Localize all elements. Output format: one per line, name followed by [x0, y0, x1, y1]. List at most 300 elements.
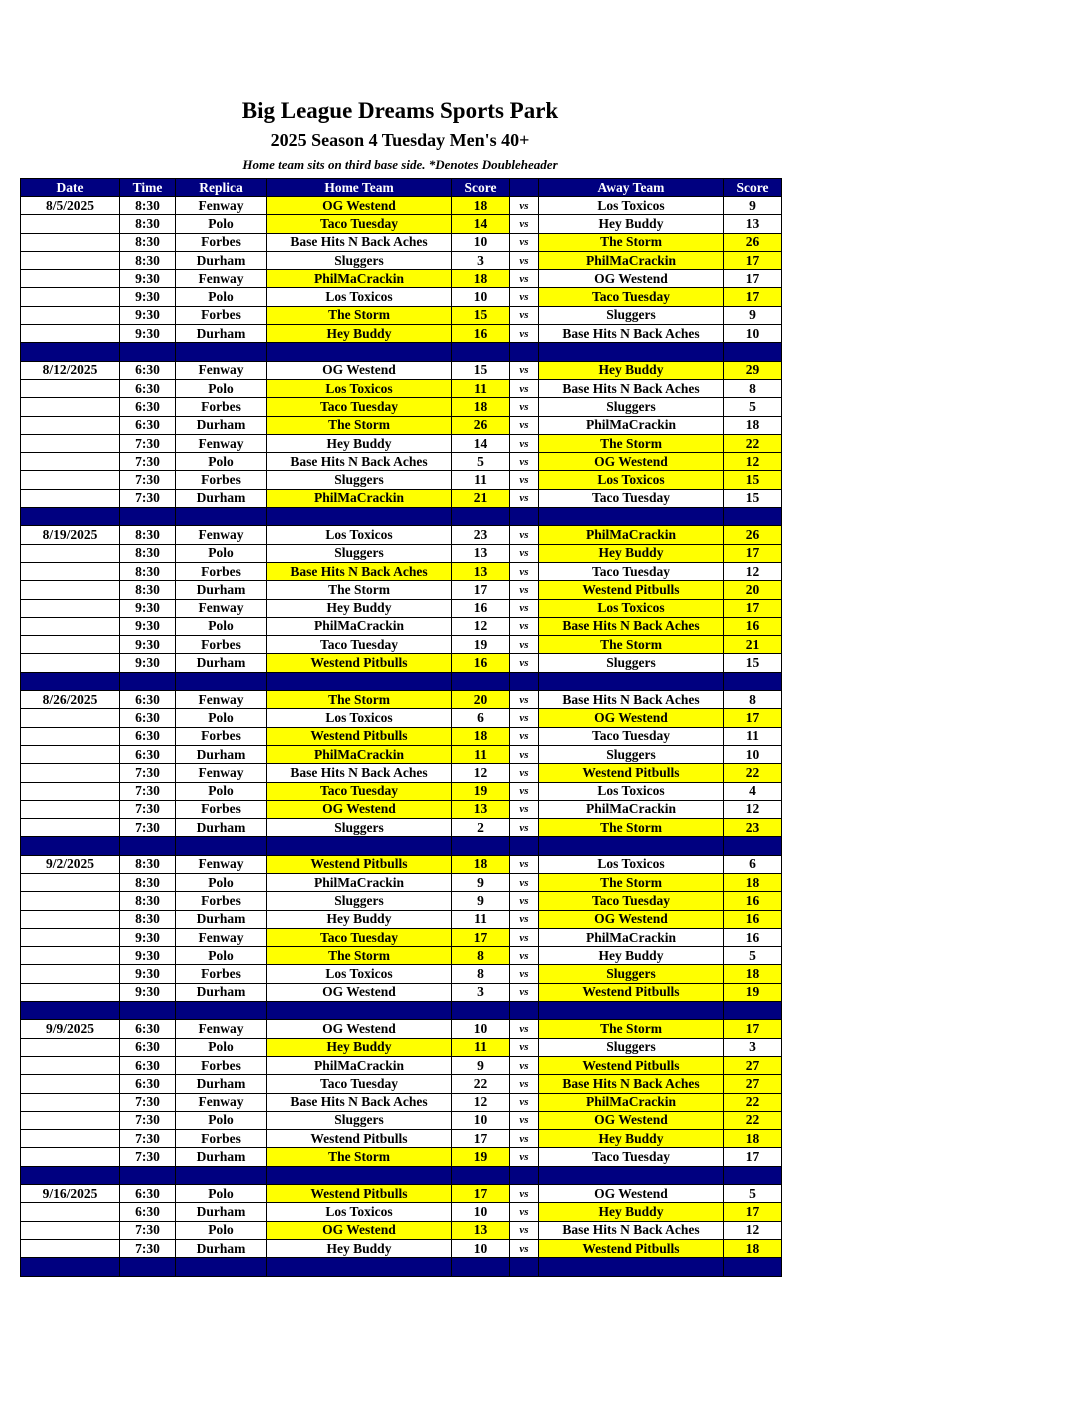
separator-cell [120, 672, 176, 690]
away-team: OG Westend [539, 709, 724, 727]
game-field: Durham [176, 251, 267, 269]
home-team: Hey Buddy [267, 1239, 452, 1257]
away-team: Base Hits N Back Aches [539, 617, 724, 635]
separator-cell [176, 1002, 267, 1020]
away-team: The Storm [539, 873, 724, 891]
page-subtitle: 2025 Season 4 Tuesday Men's 40+ [270, 130, 530, 150]
away-score: 27 [724, 1075, 782, 1093]
home-score: 10 [452, 1239, 510, 1257]
home-score: 2 [452, 819, 510, 837]
separator-cell [120, 343, 176, 361]
home-score: 14 [452, 215, 510, 233]
vs-label: vs [510, 361, 539, 379]
vs-label: vs [510, 1075, 539, 1093]
game-date [21, 416, 120, 434]
away-score: 18 [724, 1239, 782, 1257]
away-score: 22 [724, 434, 782, 452]
separator-cell [510, 508, 539, 526]
home-team: PhilMaCrackin [267, 1056, 452, 1074]
vs-label: vs [510, 709, 539, 727]
away-score: 22 [724, 1111, 782, 1129]
separator-cell [267, 837, 452, 855]
home-score: 9 [452, 892, 510, 910]
game-field: Polo [176, 1221, 267, 1239]
game-time: 8:30 [120, 910, 176, 928]
separator-cell [452, 672, 510, 690]
page-title: Big League Dreams Sports Park [241, 98, 559, 123]
away-team: Westend Pitbulls [539, 1239, 724, 1257]
away-team: The Storm [539, 1020, 724, 1038]
separator-cell [510, 1166, 539, 1184]
home-team: Westend Pitbulls [267, 727, 452, 745]
game-date: 9/16/2025 [21, 1185, 120, 1203]
away-team: Base Hits N Back Aches [539, 691, 724, 709]
game-time: 9:30 [120, 270, 176, 288]
game-field: Durham [176, 1148, 267, 1166]
separator-cell [724, 1258, 782, 1276]
home-score: 11 [452, 1038, 510, 1056]
table-row [21, 654, 782, 672]
away-score: 29 [724, 361, 782, 379]
home-team: Taco Tuesday [267, 928, 452, 946]
vs-label: vs [510, 270, 539, 288]
away-score: 12 [724, 453, 782, 471]
home-team: Hey Buddy [267, 1038, 452, 1056]
away-team: Sluggers [539, 306, 724, 324]
game-time: 7:30 [120, 1221, 176, 1239]
away-score: 19 [724, 983, 782, 1001]
game-field: Durham [176, 745, 267, 763]
away-team: Hey Buddy [539, 1130, 724, 1148]
separator-cell [539, 837, 724, 855]
home-team: Taco Tuesday [267, 782, 452, 800]
table-row [21, 1038, 782, 1056]
vs-label: vs [510, 1111, 539, 1129]
game-field: Polo [176, 873, 267, 891]
separator-cell [510, 1258, 539, 1276]
home-score: 12 [452, 1093, 510, 1111]
game-field: Forbes [176, 636, 267, 654]
table-row [21, 910, 782, 928]
away-team: Taco Tuesday [539, 489, 724, 507]
game-field: Durham [176, 325, 267, 343]
table-row [21, 215, 782, 233]
game-field: Polo [176, 544, 267, 562]
away-score: 3 [724, 1038, 782, 1056]
home-score: 16 [452, 599, 510, 617]
game-time: 9:30 [120, 636, 176, 654]
table-row [21, 1056, 782, 1074]
home-score: 17 [452, 928, 510, 946]
game-time: 7:30 [120, 471, 176, 489]
table-row [21, 416, 782, 434]
away-score: 16 [724, 617, 782, 635]
table-row [21, 1203, 782, 1221]
away-team: Hey Buddy [539, 215, 724, 233]
away-team: Hey Buddy [539, 947, 724, 965]
home-team: Sluggers [267, 544, 452, 562]
game-field: Durham [176, 489, 267, 507]
game-field: Forbes [176, 727, 267, 745]
home-score: 9 [452, 1056, 510, 1074]
game-date [21, 1130, 120, 1148]
schedule-table [20, 178, 782, 1277]
table-row [21, 361, 782, 379]
away-score: 8 [724, 691, 782, 709]
away-score: 16 [724, 910, 782, 928]
separator-cell [267, 1166, 452, 1184]
game-date [21, 251, 120, 269]
table-row [21, 727, 782, 745]
game-date [21, 928, 120, 946]
away-score: 12 [724, 1221, 782, 1239]
vs-label: vs [510, 983, 539, 1001]
game-date: 9/9/2025 [21, 1020, 120, 1038]
separator-cell [539, 508, 724, 526]
away-team: Westend Pitbulls [539, 764, 724, 782]
game-field: Fenway [176, 526, 267, 544]
vs-label: vs [510, 471, 539, 489]
vs-label: vs [510, 965, 539, 983]
away-team: OG Westend [539, 1185, 724, 1203]
home-team: Sluggers [267, 251, 452, 269]
away-team: Base Hits N Back Aches [539, 379, 724, 397]
week-separator-row [21, 1002, 782, 1020]
vs-label: vs [510, 379, 539, 397]
home-score: 17 [452, 581, 510, 599]
table-row [21, 873, 782, 891]
away-score: 10 [724, 325, 782, 343]
away-score: 23 [724, 819, 782, 837]
game-date [21, 745, 120, 763]
game-field: Polo [176, 709, 267, 727]
game-date: 8/19/2025 [21, 526, 120, 544]
table-row [21, 1111, 782, 1129]
away-team: Taco Tuesday [539, 1148, 724, 1166]
table-row [21, 434, 782, 452]
home-team: Westend Pitbulls [267, 1185, 452, 1203]
vs-label: vs [510, 636, 539, 654]
game-field: Durham [176, 581, 267, 599]
game-field: Forbes [176, 471, 267, 489]
separator-cell [21, 1002, 120, 1020]
game-field: Fenway [176, 197, 267, 215]
game-time: 7:30 [120, 1239, 176, 1257]
vs-label: vs [510, 727, 539, 745]
game-field: Durham [176, 654, 267, 672]
game-time: 7:30 [120, 782, 176, 800]
game-field: Fenway [176, 1093, 267, 1111]
separator-cell [452, 343, 510, 361]
game-field: Durham [176, 1239, 267, 1257]
away-score: 4 [724, 782, 782, 800]
away-team: Sluggers [539, 965, 724, 983]
home-team: Los Toxicos [267, 379, 452, 397]
game-date [21, 709, 120, 727]
game-time: 8:30 [120, 581, 176, 599]
game-field: Forbes [176, 562, 267, 580]
home-team: Sluggers [267, 819, 452, 837]
separator-cell [120, 1166, 176, 1184]
home-score: 3 [452, 251, 510, 269]
header-vs [510, 179, 539, 197]
separator-cell [539, 1258, 724, 1276]
separator-cell [176, 508, 267, 526]
schedule-body [21, 197, 782, 1277]
game-date [21, 270, 120, 288]
away-score: 9 [724, 197, 782, 215]
away-score: 10 [724, 745, 782, 763]
game-date [21, 873, 120, 891]
week-separator-row [21, 508, 782, 526]
home-score: 18 [452, 197, 510, 215]
vs-label: vs [510, 1130, 539, 1148]
game-date [21, 1038, 120, 1056]
separator-cell [120, 508, 176, 526]
week-separator-row [21, 1258, 782, 1276]
game-field: Forbes [176, 233, 267, 251]
away-score: 17 [724, 1203, 782, 1221]
game-time: 7:30 [120, 800, 176, 818]
home-score: 16 [452, 654, 510, 672]
game-time: 9:30 [120, 288, 176, 306]
away-score: 9 [724, 306, 782, 324]
vs-label: vs [510, 782, 539, 800]
table-row [21, 599, 782, 617]
separator-cell [120, 1258, 176, 1276]
game-time: 9:30 [120, 947, 176, 965]
table-row [21, 325, 782, 343]
game-time: 9:30 [120, 599, 176, 617]
separator-cell [510, 672, 539, 690]
vs-label: vs [510, 800, 539, 818]
game-date [21, 1093, 120, 1111]
game-field: Durham [176, 819, 267, 837]
separator-cell [176, 672, 267, 690]
game-date: 8/26/2025 [21, 691, 120, 709]
table-row [21, 782, 782, 800]
table-row [21, 453, 782, 471]
vs-label: vs [510, 1221, 539, 1239]
away-score: 22 [724, 1093, 782, 1111]
away-team: Sluggers [539, 654, 724, 672]
vs-label: vs [510, 562, 539, 580]
game-time: 8:30 [120, 892, 176, 910]
separator-cell [267, 343, 452, 361]
away-score: 22 [724, 764, 782, 782]
home-team: Hey Buddy [267, 599, 452, 617]
home-team: Hey Buddy [267, 325, 452, 343]
week-separator-row [21, 837, 782, 855]
game-time: 6:30 [120, 1075, 176, 1093]
game-field: Forbes [176, 800, 267, 818]
away-team: Taco Tuesday [539, 562, 724, 580]
away-team: Sluggers [539, 745, 724, 763]
home-score: 5 [452, 453, 510, 471]
game-date [21, 599, 120, 617]
vs-label: vs [510, 325, 539, 343]
away-score: 18 [724, 965, 782, 983]
away-score: 17 [724, 544, 782, 562]
vs-label: vs [510, 288, 539, 306]
game-date [21, 1056, 120, 1074]
home-score: 10 [452, 1020, 510, 1038]
game-time: 8:30 [120, 873, 176, 891]
home-score: 19 [452, 1148, 510, 1166]
away-team: Sluggers [539, 1038, 724, 1056]
away-score: 18 [724, 416, 782, 434]
game-time: 8:30 [120, 855, 176, 873]
table-header-row [21, 179, 782, 197]
game-date [21, 727, 120, 745]
table-row [21, 562, 782, 580]
game-field: Fenway [176, 361, 267, 379]
home-team: PhilMaCrackin [267, 270, 452, 288]
away-team: Base Hits N Back Aches [539, 325, 724, 343]
home-score: 10 [452, 1203, 510, 1221]
game-field: Durham [176, 1203, 267, 1221]
game-field: Fenway [176, 855, 267, 873]
game-field: Durham [176, 983, 267, 1001]
table-row [21, 1239, 782, 1257]
away-score: 6 [724, 855, 782, 873]
away-score: 12 [724, 800, 782, 818]
home-score: 17 [452, 1185, 510, 1203]
vs-label: vs [510, 398, 539, 416]
home-score: 10 [452, 288, 510, 306]
game-date [21, 398, 120, 416]
away-score: 26 [724, 233, 782, 251]
vs-label: vs [510, 1203, 539, 1221]
home-team: Base Hits N Back Aches [267, 453, 452, 471]
vs-label: vs [510, 819, 539, 837]
away-team: Base Hits N Back Aches [539, 1221, 724, 1239]
game-field: Fenway [176, 691, 267, 709]
game-time: 6:30 [120, 361, 176, 379]
separator-cell [510, 1002, 539, 1020]
game-time: 7:30 [120, 1111, 176, 1129]
game-date [21, 471, 120, 489]
header-date: Date [21, 179, 120, 197]
game-date [21, 1148, 120, 1166]
game-time: 6:30 [120, 745, 176, 763]
table-row [21, 270, 782, 288]
separator-cell [21, 508, 120, 526]
away-team: The Storm [539, 819, 724, 837]
game-time: 8:30 [120, 233, 176, 251]
game-field: Polo [176, 288, 267, 306]
game-date [21, 233, 120, 251]
game-field: Polo [176, 215, 267, 233]
game-date [21, 489, 120, 507]
home-team: The Storm [267, 581, 452, 599]
header-away-score: Score [724, 179, 782, 197]
game-time: 9:30 [120, 965, 176, 983]
game-time: 9:30 [120, 306, 176, 324]
vs-label: vs [510, 1239, 539, 1257]
away-score: 17 [724, 1020, 782, 1038]
header-away-team: Away Team [539, 179, 724, 197]
away-score: 5 [724, 947, 782, 965]
vs-label: vs [510, 251, 539, 269]
game-time: 6:30 [120, 691, 176, 709]
game-date [21, 617, 120, 635]
away-score: 5 [724, 1185, 782, 1203]
table-row [21, 892, 782, 910]
header-time: Time [120, 179, 176, 197]
game-date [21, 325, 120, 343]
game-date [21, 965, 120, 983]
home-team: Base Hits N Back Aches [267, 233, 452, 251]
home-team: Taco Tuesday [267, 215, 452, 233]
away-team: Los Toxicos [539, 471, 724, 489]
vs-label: vs [510, 215, 539, 233]
game-time: 7:30 [120, 453, 176, 471]
home-team: The Storm [267, 1148, 452, 1166]
game-time: 9:30 [120, 983, 176, 1001]
vs-label: vs [510, 855, 539, 873]
away-team: Los Toxicos [539, 782, 724, 800]
home-score: 19 [452, 636, 510, 654]
game-date [21, 1221, 120, 1239]
away-score: 17 [724, 251, 782, 269]
vs-label: vs [510, 947, 539, 965]
game-date [21, 800, 120, 818]
separator-cell [724, 837, 782, 855]
game-date [21, 983, 120, 1001]
vs-label: vs [510, 233, 539, 251]
game-field: Fenway [176, 599, 267, 617]
game-field: Durham [176, 910, 267, 928]
game-date [21, 581, 120, 599]
separator-cell [176, 1258, 267, 1276]
separator-cell [21, 343, 120, 361]
week-separator-row [21, 1166, 782, 1184]
vs-label: vs [510, 910, 539, 928]
vs-label: vs [510, 654, 539, 672]
away-team: The Storm [539, 233, 724, 251]
home-score: 19 [452, 782, 510, 800]
away-score: 18 [724, 1130, 782, 1148]
table-row [21, 471, 782, 489]
away-team: OG Westend [539, 910, 724, 928]
home-score: 8 [452, 965, 510, 983]
game-time: 6:30 [120, 1185, 176, 1203]
table-row [21, 379, 782, 397]
game-field: Polo [176, 617, 267, 635]
vs-label: vs [510, 928, 539, 946]
away-score: 21 [724, 636, 782, 654]
game-time: 6:30 [120, 1056, 176, 1074]
home-team: The Storm [267, 306, 452, 324]
separator-cell [21, 837, 120, 855]
separator-cell [724, 343, 782, 361]
home-score: 8 [452, 947, 510, 965]
away-team: Taco Tuesday [539, 288, 724, 306]
game-time: 7:30 [120, 434, 176, 452]
away-team: Westend Pitbulls [539, 1056, 724, 1074]
game-field: Polo [176, 782, 267, 800]
game-field: Durham [176, 1075, 267, 1093]
table-row [21, 288, 782, 306]
table-row [21, 800, 782, 818]
away-score: 15 [724, 489, 782, 507]
vs-label: vs [510, 581, 539, 599]
game-time: 8:30 [120, 562, 176, 580]
game-date [21, 562, 120, 580]
home-team: Base Hits N Back Aches [267, 1093, 452, 1111]
vs-label: vs [510, 1020, 539, 1038]
